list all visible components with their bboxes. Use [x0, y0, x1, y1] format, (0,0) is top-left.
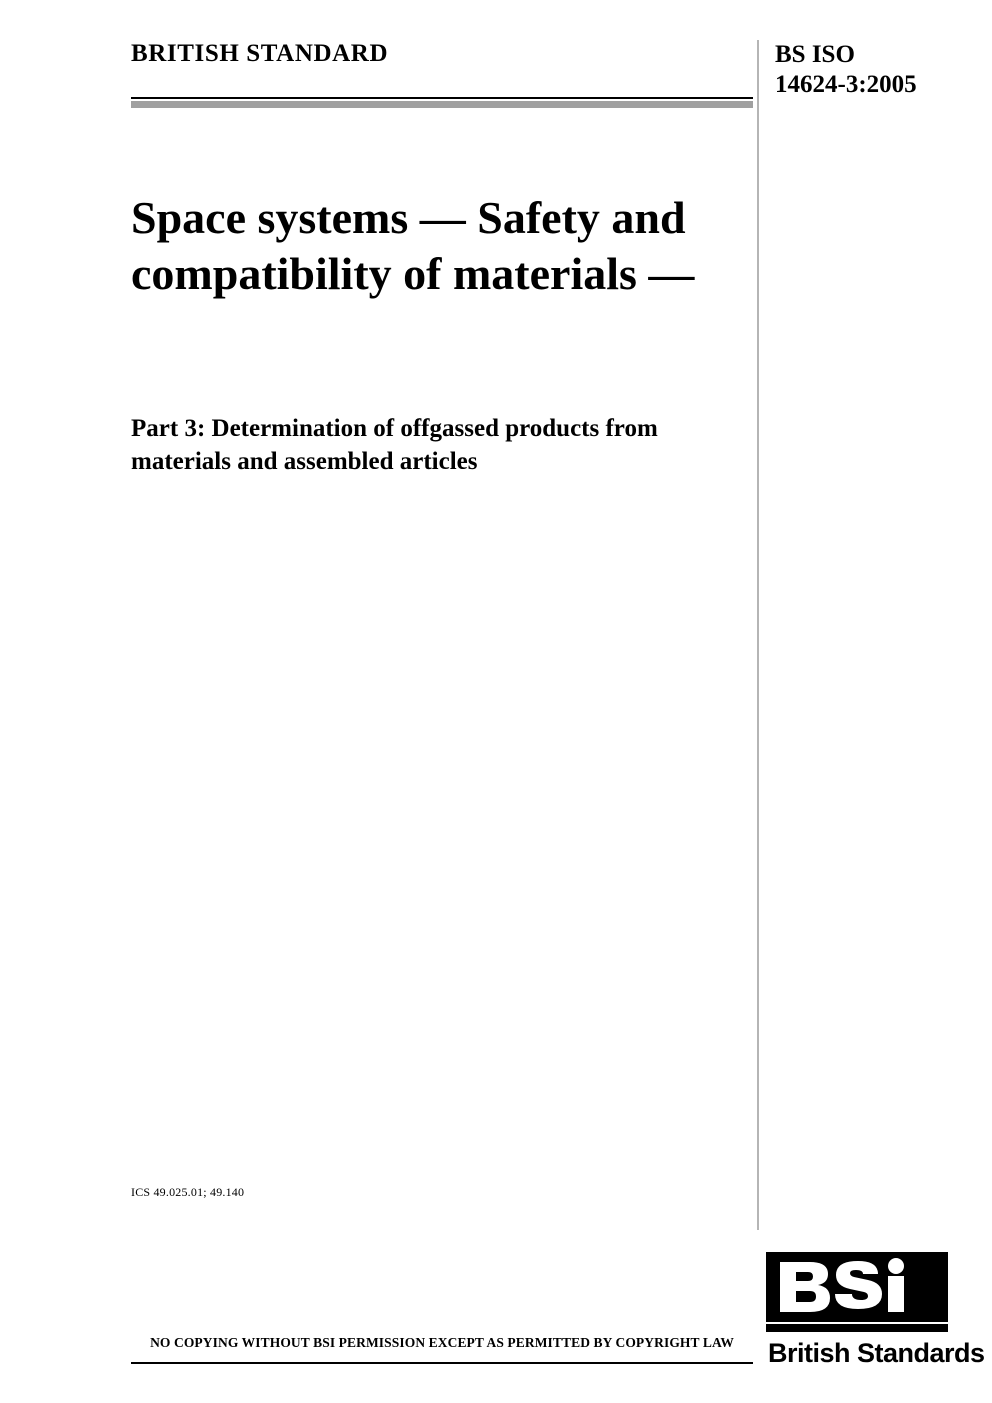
header-rule-grey [131, 101, 753, 108]
copyright-notice: NO COPYING WITHOUT BSI PERMISSION EXCEPT AS PERMITTED BY COPYRIGHT LAW [150, 1335, 734, 1350]
bsi-logo [766, 1252, 985, 1372]
page-title: Space systems — Safety and compatibility of materials — [131, 192, 695, 299]
bsi-wordmark: British Standards [768, 1338, 985, 1368]
ics-code: ICS 49.025.01; 49.140 [131, 1185, 245, 1199]
standard-reference-line2: 14624-3:2005 [775, 71, 917, 98]
standard-reference [775, 40, 917, 100]
page-header [131, 40, 943, 110]
footer-rule [131, 1362, 753, 1364]
standard-reference-line1: BS ISO [775, 41, 855, 68]
vertical-divider [757, 40, 759, 1230]
bsi-logo-icon [766, 1252, 948, 1334]
page-subtitle: Part 3: Determination of offgassed products from materials and assembled articles [131, 415, 658, 475]
header-rule-black [131, 97, 753, 99]
standard-body-label: BRITISH STANDARD [131, 40, 389, 67]
